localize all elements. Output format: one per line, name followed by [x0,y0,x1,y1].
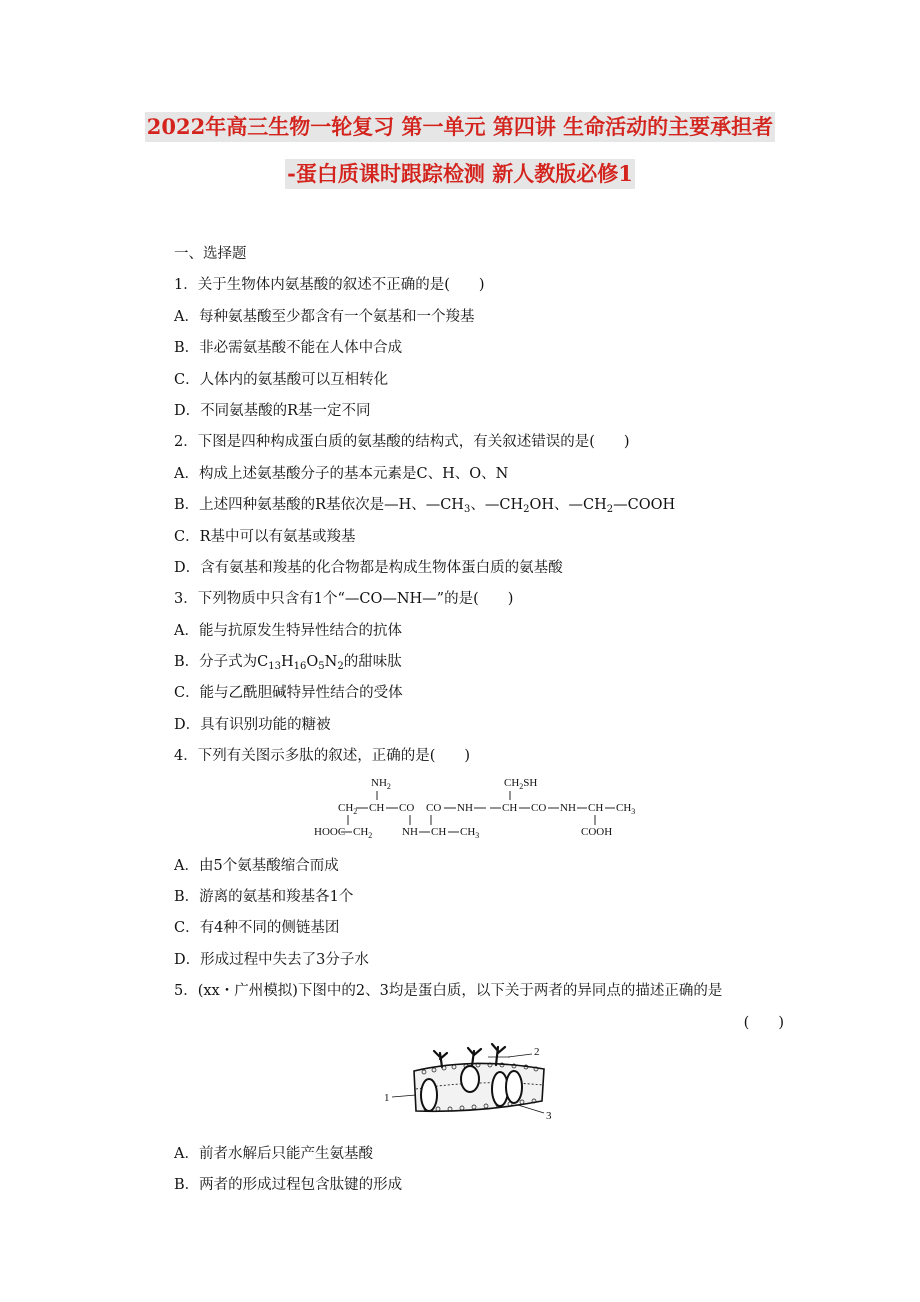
q3-option-b [174,647,784,678]
protein-icon [461,1066,479,1092]
formula-nh-1: NH [457,801,473,814]
q2-b-sub: 3 [463,504,471,516]
q1-option-b: B．非必需氨基酸不能在人体中合成 [174,340,403,357]
q2-b-part: OH、—CH [529,497,607,514]
formula-nh-3: NH [402,825,418,838]
formula-nh2: $NH_2$ [371,776,391,791]
q4-option-a: A．由5个氨基酸缩合而成 [174,857,339,874]
formula-ch-3: CH [588,801,604,814]
leader-line [508,1054,532,1057]
protein-icon [506,1071,522,1103]
q2-option-b [174,490,784,521]
leader-line [518,1105,544,1113]
formula-ch-4: CH [431,825,447,838]
q2-b-part: 、—CH [470,497,524,514]
label-3: 3 [546,1109,552,1122]
q5-option-a: A．前者水解后只能产生氨基酸 [174,1145,373,1162]
formula-hooc: HOOC [314,825,346,838]
protein-icon [421,1079,437,1111]
q5-option-b: B．两者的形成过程包含肽键的形成 [174,1177,403,1194]
formula-cooh: COOH [581,825,613,838]
q3-b-part: H [280,654,294,671]
q4-stem: 4．下列有关图示多肽的叙述，正确的是( ) [174,748,471,765]
q3-option-d: D．具有识别功能的糖被 [174,716,331,733]
formula-ch3-bottom: $CH_3$ [460,825,480,840]
q1-option-c: C．人体内的氨基酸可以互相转化 [174,371,389,388]
formula-co-3: CO [531,801,547,814]
peptide-structural-formula [314,773,634,851]
q3-b-part: B．分子式为C [174,654,269,671]
q2-stem: 2．下图是四种构成蛋白质的氨基酸的结构式，有关叙述错误的是( ) [174,434,630,451]
q1-option-d: D．不同氨基酸的R基一定不同 [174,402,371,419]
formula-ch3-right: $CH_3$ [616,801,636,816]
cell-membrane-diagram [384,1039,574,1139]
q3-option-a: A．能与抗原发生特异性结合的抗体 [174,622,402,639]
q5-stem: 5．(xx・广州模拟)下图中的2、3均是蛋白质，以下关于两者的异同点的描述正确的是 [174,983,723,1000]
q3-b-sub: 13 [268,661,281,673]
formula-ch-2: CH [502,801,518,814]
section-heading: 一、选择题 [174,246,247,262]
q2-b-part: —COOH [613,497,676,514]
q3-stem: 3．下列物质中只含有1个“—CO—NH—”的是( ) [174,591,514,608]
peptide-formula-figure [174,773,784,851]
q3-option-c: C．能与乙酰胆碱特异性结合的受体 [174,685,403,702]
q3-b-sub: 2 [337,661,344,673]
formula-co-2: CO [426,801,442,814]
q1-option-a: A．每种氨基酸至少都含有一个氨基和一个羧基 [174,308,475,325]
q3-b-sub: 5 [318,661,325,673]
label-2: 2 [534,1045,540,1058]
q4-option-c: C．有4种不同的侧链基团 [174,920,340,937]
document-title [0,112,920,189]
formula-ch2sh: $CH_2SH$ [504,776,538,791]
formula-nh-2: NH [560,801,576,814]
membrane-figure [174,1039,784,1139]
q3-b-part: 的甜味肽 [343,654,402,671]
leader-line [392,1095,416,1097]
q2-b-part: B．上述四种氨基酸的R基依次是—H、—CH [174,497,464,514]
q4-option-b: B．游离的氨基和羧基各1个 [174,889,354,906]
label-1: 1 [384,1091,390,1104]
q3-b-part: N [324,654,338,671]
q1-stem: 1．关于生物体内氨基酸的叙述不正确的是( ) [174,277,485,294]
q2-b-sub: 2 [606,504,614,516]
question-list [174,239,784,1202]
title-line-2: -蛋白质课时跟踪检测 新人教版必修1 [285,159,635,189]
q4-option-d: D．形成过程中失去了3分子水 [174,951,369,968]
q2-option-a: A．构成上述氨基酸分子的基本元素是C、H、O、N [174,465,509,482]
q5-answer-paren: ( ) [743,1014,784,1031]
q3-b-part: O [306,654,319,671]
formula-ch-1: CH [369,801,385,814]
formula-co-1: CO [399,801,415,814]
formula-ch2-left: $CH_2$ [338,801,358,816]
q3-b-sub: 16 [293,661,307,673]
title-line-1: 2022年高三生物一轮复习 第一单元 第四讲 生命活动的主要承担者 [145,112,775,142]
q2-b-sub: 2 [523,504,530,516]
q2-option-d: D．含有氨基和羧基的化合物都是构成生物体蛋白质的氨基酸 [174,559,563,576]
q2-option-c: C．R基中可以有氨基或羧基 [174,528,356,545]
formula-ch2-bottom: $CH_2$ [353,825,373,840]
